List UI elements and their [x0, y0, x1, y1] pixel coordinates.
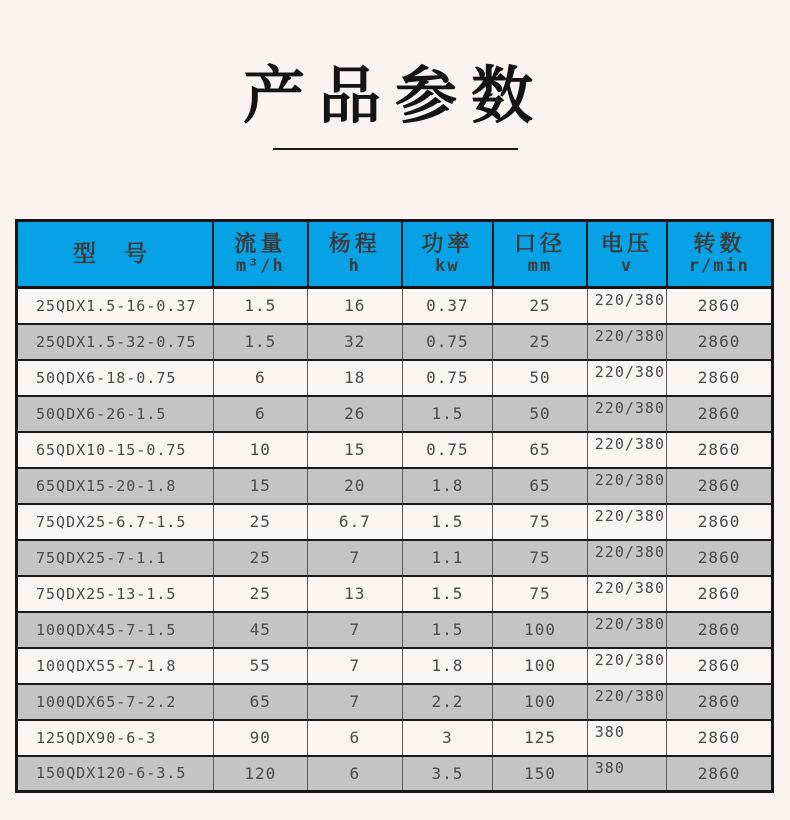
column-unit: r/min — [688, 256, 750, 277]
flow-cell: 120 — [213, 756, 308, 792]
head-cell: 15 — [308, 432, 403, 468]
speed-cell: 2860 — [667, 576, 773, 612]
speed-cell: 2860 — [667, 468, 773, 504]
speed-cell: 2860 — [667, 324, 773, 360]
voltage-cell: 220/380 — [587, 576, 666, 612]
speed-cell: 2860 — [667, 648, 773, 684]
column-label: 流量 — [234, 231, 287, 257]
column-header-flow — [213, 221, 308, 288]
flow-cell: 65 — [213, 684, 308, 720]
diameter-cell: 100 — [493, 648, 588, 684]
power-cell: 1.8 — [402, 648, 493, 684]
table-row — [17, 576, 773, 612]
diameter-cell: 65 — [493, 432, 588, 468]
model-cell: 75QDX25-6.7-1.5 — [17, 504, 214, 540]
model-cell: 125QDX90-6-3 — [17, 720, 214, 756]
table-row — [17, 684, 773, 720]
column-unit: m³/h — [235, 256, 285, 277]
table-row — [17, 324, 773, 360]
voltage-cell: 380 — [587, 720, 666, 756]
table-row — [17, 396, 773, 432]
flow-cell: 15 — [213, 468, 308, 504]
head-cell: 18 — [308, 360, 403, 396]
voltage-cell: 220/380 — [587, 360, 666, 396]
flow-cell: 25 — [213, 504, 308, 540]
flow-cell: 1.5 — [213, 324, 308, 360]
head-cell: 26 — [308, 396, 403, 432]
table-row — [17, 504, 773, 540]
model-cell: 100QDX65-7-2.2 — [17, 684, 214, 720]
head-cell: 6.7 — [308, 504, 403, 540]
head-cell: 7 — [308, 540, 403, 576]
speed-cell: 2860 — [667, 720, 773, 756]
voltage-cell: 220/380 — [587, 540, 666, 576]
diameter-cell: 50 — [493, 396, 588, 432]
power-cell: 1.5 — [402, 576, 493, 612]
speed-cell: 2860 — [697, 763, 741, 783]
model-cell: 75QDX25-7-1.1 — [17, 540, 214, 576]
diameter-cell: 65 — [493, 468, 588, 504]
column-header-model — [17, 221, 214, 288]
model-cell: 50QDX6-26-1.5 — [17, 396, 214, 432]
table-row — [17, 288, 773, 324]
table-header — [17, 221, 773, 288]
speed-cell: 2860 — [667, 288, 773, 324]
power-cell: 1.5 — [402, 612, 493, 648]
column-header-speed — [667, 221, 773, 288]
diameter-cell: 150 — [493, 756, 588, 792]
title-underline — [273, 148, 518, 150]
diameter-cell: 125 — [493, 720, 588, 756]
table-row — [17, 756, 773, 792]
flow-cell: 45 — [213, 612, 308, 648]
head-cell: 6 — [308, 720, 403, 756]
diameter-cell: 100 — [493, 612, 588, 648]
table-row — [17, 720, 773, 756]
speed-cell: 2860 — [667, 684, 773, 720]
model-cell: 100QDX55-7-1.8 — [17, 648, 214, 684]
table-row — [17, 540, 773, 576]
power-cell: 2.2 — [402, 684, 493, 720]
flow-cell: 90 — [213, 720, 308, 756]
column-unit: v — [620, 256, 634, 277]
title-section — [0, 0, 790, 150]
diameter-cell: 75 — [493, 576, 588, 612]
model-cell: 50QDX6-18-0.75 — [17, 360, 214, 396]
model-cell: 65QDX15-20-1.8 — [17, 468, 214, 504]
table-row — [17, 432, 773, 468]
diameter-cell: 100 — [493, 684, 588, 720]
flow-cell: 25 — [213, 576, 308, 612]
head-cell: 16 — [308, 288, 403, 324]
voltage-cell: 220/380 — [587, 648, 666, 684]
flow-cell: 55 — [213, 648, 308, 684]
table-row — [17, 468, 773, 504]
table-row — [17, 360, 773, 396]
power-cell: 1.8 — [402, 468, 493, 504]
diameter-cell: 50 — [493, 360, 588, 396]
power-cell: 3 — [402, 720, 493, 756]
model-cell: 150QDX120-6-3.5 — [17, 756, 214, 792]
voltage-cell: 220/380 — [587, 612, 666, 648]
power-cell: 1.5 — [402, 396, 493, 432]
column-header-power — [402, 221, 493, 288]
head-cell: 20 — [308, 468, 403, 504]
model-cell: 100QDX45-7-1.5 — [17, 612, 214, 648]
table-body — [17, 288, 773, 792]
speed-cell: 2860 — [667, 504, 773, 540]
page-title: 产品参数 — [242, 59, 547, 132]
model-cell: 75QDX25-13-1.5 — [17, 576, 214, 612]
model-cell: 25QDX1.5-32-0.75 — [17, 324, 214, 360]
power-cell: 3.5 — [402, 756, 493, 792]
diameter-cell: 25 — [493, 288, 588, 324]
head-cell: 13 — [308, 576, 403, 612]
voltage-cell: 220/380 — [587, 468, 666, 504]
voltage-cell: 220/380 — [587, 432, 666, 468]
voltage-cell: 220/380 — [587, 324, 666, 360]
voltage-cell: 220/380 — [587, 396, 666, 432]
diameter-cell: 25 — [493, 324, 588, 360]
head-cell: 7 — [308, 612, 403, 648]
voltage-cell: 220/380 — [587, 504, 666, 540]
column-label: 功率 — [421, 231, 474, 257]
column-label: 电压 — [600, 231, 653, 257]
speed-cell: 2860 — [667, 612, 773, 648]
head-cell: 6 — [308, 756, 403, 792]
head-cell: 7 — [308, 648, 403, 684]
flow-cell: 10 — [213, 432, 308, 468]
column-header-voltage — [587, 221, 666, 288]
column-label: 转数 — [693, 231, 746, 257]
flow-cell: 6 — [213, 396, 308, 432]
model-cell: 25QDX1.5-16-0.37 — [17, 288, 214, 324]
column-unit: mm — [527, 256, 553, 277]
speed-cell: 2860 — [667, 396, 773, 432]
column-label: 杨程 — [328, 231, 381, 257]
flow-cell: 25 — [213, 540, 308, 576]
diameter-cell: 75 — [493, 504, 588, 540]
column-header-diameter — [493, 221, 588, 288]
power-cell: 0.75 — [402, 432, 493, 468]
power-cell: 1.5 — [402, 504, 493, 540]
voltage-cell: 220/380 — [587, 684, 666, 720]
product-parameters-table — [15, 219, 774, 793]
voltage-cell: 220/380 — [587, 288, 666, 324]
column-header-head — [308, 221, 403, 288]
flow-cell: 6 — [213, 360, 308, 396]
column-unit: kw — [435, 256, 460, 277]
table-row — [17, 612, 773, 648]
header-row — [17, 221, 773, 288]
table-row — [17, 648, 773, 684]
speed-cell: 2860 — [667, 432, 773, 468]
speed-cell: 2860 — [667, 360, 773, 396]
column-label: 口径 — [514, 231, 567, 257]
column-label: 型 号 — [73, 240, 158, 267]
diameter-cell: 75 — [493, 540, 588, 576]
head-cell: 7 — [308, 684, 403, 720]
voltage-cell: 380 — [587, 756, 666, 792]
power-cell: 0.75 — [402, 324, 493, 360]
power-cell: 0.75 — [402, 360, 493, 396]
speed-cell: 2860 — [667, 540, 773, 576]
power-cell: 0.37 — [402, 288, 493, 324]
head-cell: 32 — [308, 324, 403, 360]
power-cell: 1.1 — [402, 540, 493, 576]
model-cell: 65QDX10-15-0.75 — [17, 432, 214, 468]
column-unit: h — [348, 256, 361, 277]
flow-cell: 1.5 — [213, 288, 308, 324]
